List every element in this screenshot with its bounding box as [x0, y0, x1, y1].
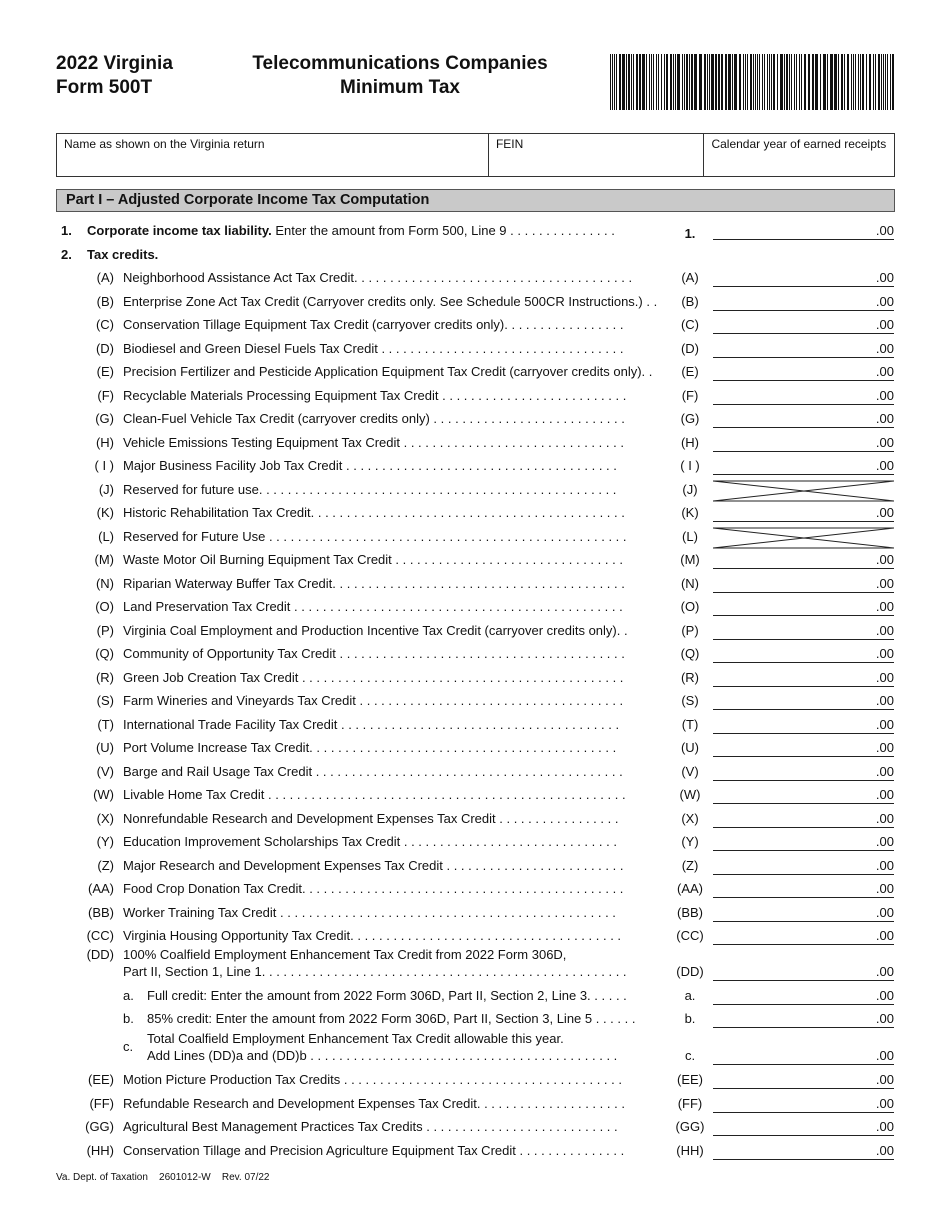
- credit-id: (P): [96, 622, 114, 638]
- credit-amount-field[interactable]: .00: [713, 458, 894, 475]
- form-year-state: 2022 Virginia: [56, 53, 173, 74]
- credit-id: (E): [96, 364, 114, 379]
- form-identifier: [56, 52, 173, 100]
- credit-id: (F): [97, 387, 114, 403]
- credit-id: (O): [95, 599, 114, 614]
- credit-amount-field[interactable]: .00: [713, 1143, 894, 1160]
- credit-desc: Clean-Fuel Vehicle Tax Credit (carryover credits only) . . . . . . . . . . . . . . . . . . . . . . . . . . .: [123, 411, 625, 426]
- calendar-year-field[interactable]: [704, 134, 894, 176]
- credit-amount-field[interactable]: .00: [713, 1072, 894, 1089]
- form-title-line2: Minimum Tax: [340, 77, 460, 98]
- sub-id: b.: [123, 1011, 134, 1026]
- credit-id: (Q): [95, 646, 114, 661]
- credit-amount-field[interactable]: .00: [713, 552, 894, 569]
- credit-id: (AA): [88, 881, 114, 896]
- sub-label: c.: [684, 1048, 696, 1063]
- credit-desc: Biodiesel and Green Diesel Fuels Tax Credit . . . . . . . . . . . . . . . . . . . . . . . . . . . . . . . . . .: [123, 340, 624, 356]
- fein-field[interactable]: [489, 134, 705, 176]
- form-title: [200, 52, 600, 100]
- credit-dd-a-amount-field[interactable]: .00: [713, 988, 894, 1005]
- credit-label: (CC): [676, 928, 704, 943]
- credit-id: (R): [95, 669, 114, 685]
- credit-amount-field[interactable]: .00: [713, 1119, 894, 1136]
- credit-amount-field[interactable]: .00: [713, 411, 894, 428]
- calendar-year-field-label: Calendar year of earned receipts: [711, 137, 887, 151]
- credit-dd-line1: 100% Coalfield Employment Enhancement Tax Credit from 2022 Form 306D,: [123, 947, 567, 962]
- footer: [56, 1172, 270, 1183]
- credit-label: (M): [680, 552, 700, 567]
- not-applicable-cross: [713, 527, 894, 549]
- credit-label: (R): [680, 669, 700, 685]
- credit-id: (J): [98, 481, 114, 497]
- credit-desc: Conservation Tillage Equipment Tax Credit (carryover credits only). . . . . . . . . . . . . . . . .: [123, 317, 624, 332]
- credit-desc: Enterprise Zone Act Tax Credit (Carryover credits only. See Schedule 500CR Instructions.) . .: [123, 293, 658, 309]
- credit-amount-field[interactable]: .00: [713, 787, 894, 804]
- credit-id: (A): [96, 270, 114, 285]
- credit-label: (Q): [680, 646, 700, 661]
- credit-desc: Worker Training Tax Credit . . . . . . . . . . . . . . . . . . . . . . . . . . . . . . . . . . . . . . . . . . . . . . .: [123, 904, 616, 920]
- line-1-title: Corporate income tax liability.: [87, 223, 272, 238]
- credit-desc: Motion Picture Production Tax Credits . . . . . . . . . . . . . . . . . . . . . . . . . . . . . . . . . . . . . . .: [123, 1072, 622, 1087]
- credit-amount-field[interactable]: .00: [713, 693, 894, 710]
- line-1-desc: Enter the amount from Form 500, Line 9 . . . . . . . . . . . . . . .: [271, 223, 615, 238]
- credit-desc: Refundable Research and Development Expenses Tax Credit. . . . . . . . . . . . . . . . . . . . .: [123, 1095, 625, 1111]
- credit-label: (O): [680, 599, 700, 614]
- credit-id: (FF): [89, 1095, 114, 1111]
- credit-label: (AA): [677, 881, 703, 896]
- credit-label: (GG): [675, 1119, 705, 1134]
- credit-label: (FF): [677, 1095, 703, 1111]
- credit-dd-c-amount-field[interactable]: .00: [713, 1048, 894, 1065]
- credit-amount-field[interactable]: .00: [713, 364, 894, 381]
- credit-label: (J): [682, 481, 698, 497]
- credit-label: (G): [680, 411, 700, 426]
- credit-dd-amount-field[interactable]: .00: [713, 964, 894, 981]
- credit-amount-field[interactable]: .00: [713, 317, 894, 334]
- footer-revision: Rev. 07/22: [221, 1172, 270, 1183]
- credit-label: (D): [680, 340, 700, 356]
- credit-desc: Livable Home Tax Credit . . . . . . . . . . . . . . . . . . . . . . . . . . . . . . . . . . . . . . . . . . . . . . . . . .: [123, 787, 626, 802]
- credit-label: (P): [681, 622, 699, 638]
- sub-label: b.: [684, 1011, 696, 1026]
- credit-label: (N): [680, 575, 700, 591]
- credit-id: (X): [96, 810, 114, 826]
- credit-id: (U): [95, 740, 114, 755]
- credit-id: (Y): [96, 834, 114, 849]
- credit-desc: Vehicle Emissions Testing Equipment Tax Credit . . . . . . . . . . . . . . . . . . . . . . . . . . . . . . .: [123, 434, 624, 450]
- sub-c-line1: Total Coalfield Employment Enhancement Tax Credit allowable this year.: [147, 1031, 564, 1046]
- credit-amount-field[interactable]: .00: [713, 811, 894, 828]
- sub-id: c.: [123, 1039, 134, 1054]
- credit-label: ( I ): [680, 458, 700, 473]
- credit-desc: Agricultural Best Management Practices Tax Credits . . . . . . . . . . . . . . . . . . . . . . . . . . .: [123, 1119, 618, 1134]
- credit-id: (CC): [86, 928, 114, 943]
- form-title-line1: Telecommunications Companies: [252, 53, 548, 74]
- footer-form-code: 2601012-W: [159, 1172, 211, 1183]
- fein-field-label: FEIN: [495, 137, 524, 151]
- line-2-title: Tax credits.: [87, 247, 159, 262]
- credit-amount-field[interactable]: .00: [713, 576, 894, 593]
- credit-desc: Food Crop Donation Tax Credit. . . . . . . . . . . . . . . . . . . . . . . . . . . . . . . . . . . . . . . . . . . . .: [123, 881, 624, 896]
- sub-c-line2: Add Lines (DD)a and (DD)b . . . . . . . . . . . . . . . . . . . . . . . . . . . . . . . . . . . . . . . . . . .: [147, 1048, 618, 1063]
- footer-dept: Va. Dept. of Taxation: [56, 1172, 148, 1183]
- barcode: [610, 54, 895, 110]
- credit-desc: Recyclable Materials Processing Equipment Tax Credit . . . . . . . . . . . . . . . . . . . . . . . . . .: [123, 387, 627, 403]
- credit-amount-field[interactable]: .00: [713, 670, 894, 687]
- sub-desc: Full credit: Enter the amount from 2022 Form 306D, Part II, Section 2, Line 3. . . . . .: [147, 988, 627, 1003]
- credit-label: (BB): [677, 904, 703, 920]
- credit-id: (Z): [97, 857, 114, 873]
- taxpayer-id-box: [56, 133, 895, 177]
- credit-amount-field[interactable]: .00: [713, 294, 894, 311]
- credit-label: (C): [680, 317, 700, 332]
- credit-label: (V): [681, 763, 699, 779]
- name-field[interactable]: [57, 134, 489, 176]
- credit-desc: Major Business Facility Job Tax Credit . . . . . . . . . . . . . . . . . . . . . . . . . . . . . . . . . . . . . .: [123, 458, 617, 473]
- credit-label: (A): [681, 270, 699, 285]
- credit-label: (W): [679, 787, 701, 802]
- credit-label: (L): [682, 528, 698, 544]
- credit-id: (S): [96, 693, 114, 708]
- credit-label: (DD): [676, 964, 704, 979]
- credit-desc: Virginia Housing Opportunity Tax Credit. . . . . . . . . . . . . . . . . . . . . . . . . . . . . . . . . . . . . .: [123, 928, 622, 943]
- credit-id: (DD): [86, 947, 114, 962]
- credit-dd-b-amount-field[interactable]: .00: [713, 1011, 894, 1028]
- credit-id: (H): [95, 434, 114, 450]
- credit-label: (T): [681, 716, 699, 732]
- credit-desc: Conservation Tillage and Precision Agriculture Equipment Tax Credit . . . . . . . . . . . . . . .: [123, 1142, 625, 1158]
- credit-amount-field[interactable]: .00: [713, 740, 894, 757]
- credit-desc: Barge and Rail Usage Tax Credit . . . . . . . . . . . . . . . . . . . . . . . . . . . . . . . . . . . . . . . . . . .: [123, 763, 623, 779]
- credit-id: (EE): [88, 1072, 114, 1087]
- line-1-number: 1.: [61, 223, 72, 238]
- sub-label: a.: [684, 988, 696, 1003]
- credit-amount-field[interactable]: .00: [713, 388, 894, 405]
- credit-label: (Y): [681, 834, 699, 849]
- credit-amount-field[interactable]: .00: [713, 435, 894, 452]
- credit-desc: Waste Motor Oil Burning Equipment Tax Credit . . . . . . . . . . . . . . . . . . . . . . . . . . . . . . . .: [123, 552, 623, 567]
- credit-desc: International Trade Facility Tax Credit . . . . . . . . . . . . . . . . . . . . . . . . . . . . . . . . . . . . . . .: [123, 716, 620, 732]
- credit-label: (F): [681, 387, 699, 403]
- credit-amount-field[interactable]: .00: [713, 1096, 894, 1113]
- credit-amount-field[interactable]: .00: [713, 834, 894, 851]
- credit-amount-field[interactable]: .00: [713, 599, 894, 616]
- credit-label: (EE): [677, 1072, 703, 1087]
- credit-id: ( I ): [94, 458, 114, 473]
- credit-desc: Education Improvement Scholarships Tax Credit . . . . . . . . . . . . . . . . . . . . . . . . . . . . . .: [123, 834, 617, 849]
- credit-id: (B): [96, 293, 114, 309]
- credit-id: (M): [94, 552, 114, 567]
- credit-label: (H): [680, 434, 700, 450]
- credit-desc: Riparian Waterway Buffer Tax Credit. . . . . . . . . . . . . . . . . . . . . . . . . . . . . . . . . . . . . . . . .: [123, 575, 625, 591]
- part1-header: Part I – Adjusted Corporate Income Tax Computation: [56, 189, 895, 212]
- credit-label: (E): [681, 364, 699, 379]
- credit-amount-field[interactable]: .00: [713, 881, 894, 898]
- line-2-number: 2.: [61, 247, 72, 262]
- credit-amount-field[interactable]: .00: [713, 341, 894, 358]
- credit-desc: Precision Fertilizer and Pesticide Application Equipment Tax Credit (carryover credits only). .: [123, 364, 653, 379]
- credit-id: (C): [95, 317, 114, 332]
- credit-label: (B): [681, 293, 699, 309]
- credit-amount-field[interactable]: .00: [713, 764, 894, 781]
- credit-id: (N): [95, 575, 114, 591]
- credit-desc: Land Preservation Tax Credit . . . . . . . . . . . . . . . . . . . . . . . . . . . . . . . . . . . . . . . . . . . . . .: [123, 599, 623, 614]
- credit-amount-field[interactable]: .00: [713, 646, 894, 663]
- credit-id: (T): [97, 716, 114, 732]
- credit-id: (GG): [85, 1119, 114, 1134]
- credit-desc: Major Research and Development Expenses Tax Credit . . . . . . . . . . . . . . . . . . . . . . . . .: [123, 857, 624, 873]
- credit-label: (S): [681, 693, 699, 708]
- line-1-amount-field[interactable]: .00: [713, 223, 894, 240]
- line-1-label: 1.: [684, 226, 696, 241]
- credit-id: (D): [95, 340, 114, 356]
- credit-amount-field[interactable]: .00: [713, 505, 894, 522]
- credit-desc: Virginia Coal Employment and Production Incentive Tax Credit (carryover credits only). .: [123, 622, 628, 638]
- credit-desc: Port Volume Increase Tax Credit. . . . . . . . . . . . . . . . . . . . . . . . . . . . . . . . . . . . . . . . . . .: [123, 740, 617, 755]
- credit-desc: Reserved for Future Use . . . . . . . . . . . . . . . . . . . . . . . . . . . . . . . . . . . . . . . . . . . . . . . . . .: [123, 528, 627, 544]
- credit-label: (U): [680, 740, 700, 755]
- credit-amount-field[interactable]: .00: [713, 905, 894, 922]
- credit-desc: Reserved for future use. . . . . . . . . . . . . . . . . . . . . . . . . . . . . . . . . . . . . . . . . . . . . . . . . .: [123, 481, 617, 497]
- credit-id: (V): [96, 763, 114, 779]
- credit-id: (L): [98, 528, 114, 544]
- credit-desc: Historic Rehabilitation Tax Credit. . . . . . . . . . . . . . . . . . . . . . . . . . . . . . . . . . . . . . . . . . . .: [123, 505, 625, 520]
- sub-desc: 85% credit: Enter the amount from 2022 Form 306D, Part II, Section 3, Line 5 . . . . . .: [147, 1011, 636, 1026]
- credit-id: (HH): [86, 1142, 114, 1158]
- credit-id: (BB): [88, 904, 114, 920]
- name-field-label: Name as shown on the Virginia return: [64, 137, 265, 151]
- credit-label: (HH): [676, 1142, 704, 1158]
- credit-dd-line2: Part II, Section 1, Line 1. . . . . . . . . . . . . . . . . . . . . . . . . . . . . . . . . . . . . . . . . . . . . . . . . . .: [123, 964, 627, 979]
- sub-id: a.: [123, 988, 134, 1003]
- credit-amount-field[interactable]: .00: [713, 717, 894, 734]
- not-applicable-cross: [713, 480, 894, 502]
- credit-amount-field[interactable]: .00: [713, 928, 894, 945]
- credit-desc: Green Job Creation Tax Credit . . . . . . . . . . . . . . . . . . . . . . . . . . . . . . . . . . . . . . . . . . . . .: [123, 669, 624, 685]
- credit-desc: Farm Wineries and Vineyards Tax Credit . . . . . . . . . . . . . . . . . . . . . . . . . . . . . . . . . . . . .: [123, 693, 624, 708]
- credit-amount-field[interactable]: .00: [713, 623, 894, 640]
- credit-label: (K): [681, 505, 699, 520]
- credit-desc: Community of Opportunity Tax Credit . . . . . . . . . . . . . . . . . . . . . . . . . . . . . . . . . . . . . . . .: [123, 646, 625, 661]
- credit-label: (Z): [681, 857, 699, 873]
- credit-desc: Neighborhood Assistance Act Tax Credit. . . . . . . . . . . . . . . . . . . . . . . . . . . . . . . . . . . . . . .: [123, 270, 633, 285]
- credit-desc: Nonrefundable Research and Development Expenses Tax Credit . . . . . . . . . . . . . . . . .: [123, 810, 619, 826]
- credit-amount-field[interactable]: .00: [713, 270, 894, 287]
- credit-id: (K): [96, 505, 114, 520]
- credit-amount-field[interactable]: .00: [713, 858, 894, 875]
- form-number: Form 500T: [56, 77, 153, 98]
- credit-label: (X): [681, 810, 699, 826]
- credit-id: (W): [93, 787, 114, 802]
- credit-id: (G): [95, 411, 114, 426]
